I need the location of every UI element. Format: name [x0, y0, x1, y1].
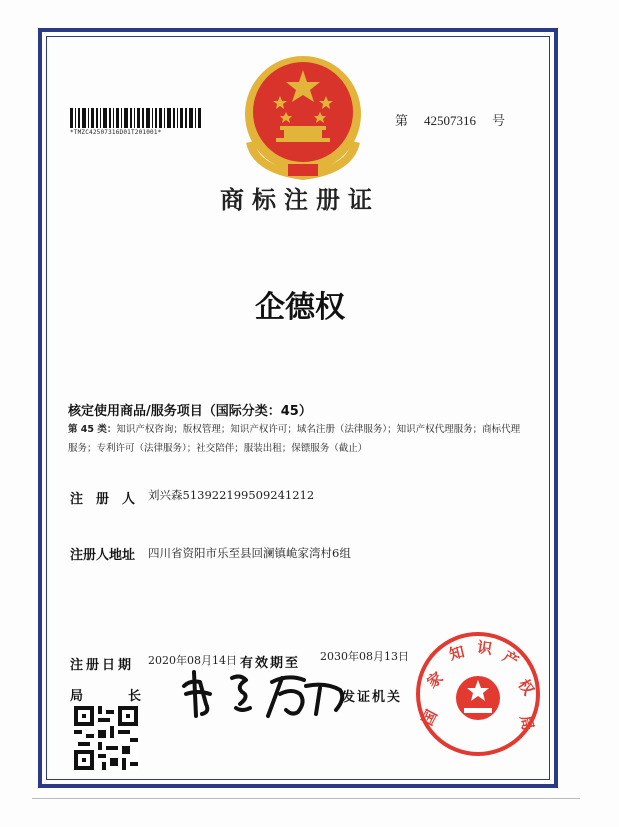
goods-services-list: [68, 420, 524, 458]
goods-services-header: 核定使用商品/服务项目（国际分类：45）: [68, 404, 312, 419]
page-bottom-line: [32, 798, 580, 799]
director-signature: [176, 664, 356, 720]
svg-text:权: 权: [514, 675, 538, 699]
address-value: 四川省资阳市乐至县回澜镇峗家湾村6组: [148, 546, 351, 560]
registrant-value: 刘兴森513922199509241212: [148, 488, 315, 502]
reg-number-value: 42507316: [424, 113, 477, 128]
registration-number: [395, 110, 505, 129]
registration-date-label: 注册日期: [70, 658, 135, 673]
svg-text:产: 产: [499, 647, 522, 671]
goods-class-label: 第 45 类：: [68, 424, 117, 435]
registrant-label: 注册人: [70, 492, 149, 507]
reg-suffix: 号: [492, 114, 506, 129]
trademark-name: 企德权: [255, 290, 345, 325]
official-seal-stamp: [412, 628, 544, 760]
certificate-title: 商标注册证: [220, 185, 380, 214]
goods-list-text: 知识产权咨询；版权管理；知识产权许可；域名注册（法律服务）；知识产权代理服务；商标代理服务；专利许可（法律服务）；社交陪伴；服装出租；保镖服务（截止）: [68, 424, 521, 454]
reg-prefix: 第: [395, 114, 409, 129]
national-emblem-icon: [236, 52, 370, 182]
svg-text:国: 国: [418, 706, 442, 729]
svg-text:局: 局: [516, 713, 538, 733]
registration-date-value: 2020年08月14日: [148, 654, 237, 667]
valid-until-value: 2030年08月13日: [320, 650, 409, 663]
qr-code-icon: [74, 706, 138, 770]
valid-until-label: 有效期至: [240, 656, 301, 671]
barcode-text: *TMZC42507316D01T201001*: [70, 129, 162, 136]
svg-text:知: 知: [447, 642, 467, 664]
svg-text:家: 家: [423, 668, 447, 692]
barcode-icon: [70, 108, 202, 128]
address-label: 注册人地址: [70, 548, 136, 563]
svg-text:识: 识: [476, 638, 494, 659]
director-label: 局长: [70, 689, 187, 704]
issuing-authority-label: 发证机关: [342, 690, 403, 705]
